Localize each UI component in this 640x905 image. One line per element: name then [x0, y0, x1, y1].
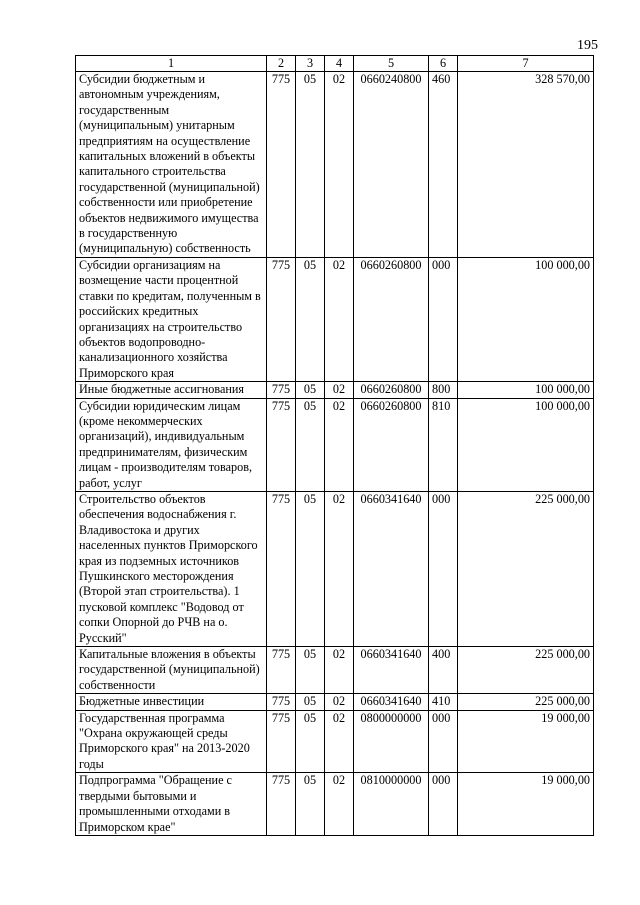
row-amount: 100 000,00 [458, 382, 594, 398]
row-code-subsection: 02 [325, 382, 354, 398]
row-code-subsection: 02 [325, 694, 354, 710]
row-name: Строительство объектов обеспечения водоснабжения г. Владивостока и других населенных пунктов Приморского края из подземных источников Пушкинского месторождения (Второй этап строительства). 1 пусковой комплекс "Водовод от сопки Опорной до РЧВ на о. Русский" [76, 491, 267, 646]
row-name: Бюджетные инвестиции [76, 694, 267, 710]
header-cell-4: 4 [325, 56, 354, 72]
row-code-expense-type: 810 [429, 398, 458, 491]
header-cell-7: 7 [458, 56, 594, 72]
row-amount: 19 000,00 [458, 710, 594, 773]
row-code-subsection: 02 [325, 710, 354, 773]
table-row [76, 491, 594, 646]
row-amount: 225 000,00 [458, 694, 594, 710]
page-number: 195 [577, 38, 598, 53]
table-row [76, 382, 594, 398]
table-row [76, 773, 594, 836]
row-code-expense-type: 400 [429, 647, 458, 694]
row-name: Подпрограмма "Обращение с твердыми бытовыми и промышленными отходами в Приморском крае" [76, 773, 267, 836]
row-code-target: 0660240800 [354, 72, 429, 258]
table-row [76, 694, 594, 710]
row-code-expense-type: 000 [429, 773, 458, 836]
table-row [76, 257, 594, 381]
row-code-section: 05 [296, 773, 325, 836]
table-row [76, 710, 594, 773]
row-code-expense-type: 000 [429, 710, 458, 773]
row-amount: 328 570,00 [458, 72, 594, 258]
row-code-subsection: 02 [325, 773, 354, 836]
table-row [76, 398, 594, 491]
row-name: Капитальные вложения в объекты государственной (муниципальной) собственности [76, 647, 267, 694]
row-amount: 100 000,00 [458, 398, 594, 491]
row-code-ministry: 775 [267, 398, 296, 491]
row-code-section: 05 [296, 382, 325, 398]
row-code-target: 0660341640 [354, 694, 429, 710]
row-code-target: 0660260800 [354, 257, 429, 381]
row-code-ministry: 775 [267, 382, 296, 398]
row-code-target: 0800000000 [354, 710, 429, 773]
budget-table [75, 55, 594, 836]
row-code-section: 05 [296, 647, 325, 694]
header-cell-2: 2 [267, 56, 296, 72]
row-code-ministry: 775 [267, 773, 296, 836]
row-code-ministry: 775 [267, 491, 296, 646]
row-code-expense-type: 800 [429, 382, 458, 398]
row-amount: 225 000,00 [458, 491, 594, 646]
row-code-subsection: 02 [325, 491, 354, 646]
row-code-section: 05 [296, 257, 325, 381]
row-code-section: 05 [296, 694, 325, 710]
row-code-ministry: 775 [267, 72, 296, 258]
row-amount: 19 000,00 [458, 773, 594, 836]
header-cell-1: 1 [76, 56, 267, 72]
row-code-target: 0660341640 [354, 647, 429, 694]
row-code-target: 0660341640 [354, 491, 429, 646]
row-code-subsection: 02 [325, 72, 354, 258]
row-code-ministry: 775 [267, 694, 296, 710]
row-name: Иные бюджетные ассигнования [76, 382, 267, 398]
row-name: Субсидии юридическим лицам (кроме некоммерческих организаций), индивидуальным предпринимателям, физическим лицам - производителям товаров, работ, услуг [76, 398, 267, 491]
header-cell-5: 5 [354, 56, 429, 72]
row-name: Субсидии организациям на возмещение части процентной ставки по кредитам, полученным в российских кредитных организациях на строительство объектов водопроводно-канализационного хозяйства Приморского края [76, 257, 267, 381]
row-code-target: 0810000000 [354, 773, 429, 836]
header-row [76, 56, 594, 72]
row-code-subsection: 02 [325, 398, 354, 491]
row-code-section: 05 [296, 710, 325, 773]
header-cell-3: 3 [296, 56, 325, 72]
row-code-section: 05 [296, 491, 325, 646]
row-code-ministry: 775 [267, 647, 296, 694]
row-code-expense-type: 410 [429, 694, 458, 710]
row-name: Государственная программа "Охрана окружающей среды Приморского края" на 2013-2020 годы [76, 710, 267, 773]
header-cell-6: 6 [429, 56, 458, 72]
row-amount: 100 000,00 [458, 257, 594, 381]
row-name: Субсидии бюджетным и автономным учреждениям, государственным (муниципальным) унитарным предприятиям на осуществление капитальных вложений в объекты капитального строительства государственной (муниципальной) собственности или приобретение объектов недвижимого имущества в государственную (муниципальную) собственность [76, 72, 267, 258]
row-code-expense-type: 000 [429, 257, 458, 381]
row-code-subsection: 02 [325, 257, 354, 381]
table-row [76, 72, 594, 258]
row-amount: 225 000,00 [458, 647, 594, 694]
row-code-ministry: 775 [267, 257, 296, 381]
row-code-subsection: 02 [325, 647, 354, 694]
row-code-expense-type: 460 [429, 72, 458, 258]
row-code-target: 0660260800 [354, 398, 429, 491]
table-row [76, 647, 594, 694]
row-code-section: 05 [296, 72, 325, 258]
row-code-expense-type: 000 [429, 491, 458, 646]
row-code-target: 0660260800 [354, 382, 429, 398]
row-code-section: 05 [296, 398, 325, 491]
row-code-ministry: 775 [267, 710, 296, 773]
